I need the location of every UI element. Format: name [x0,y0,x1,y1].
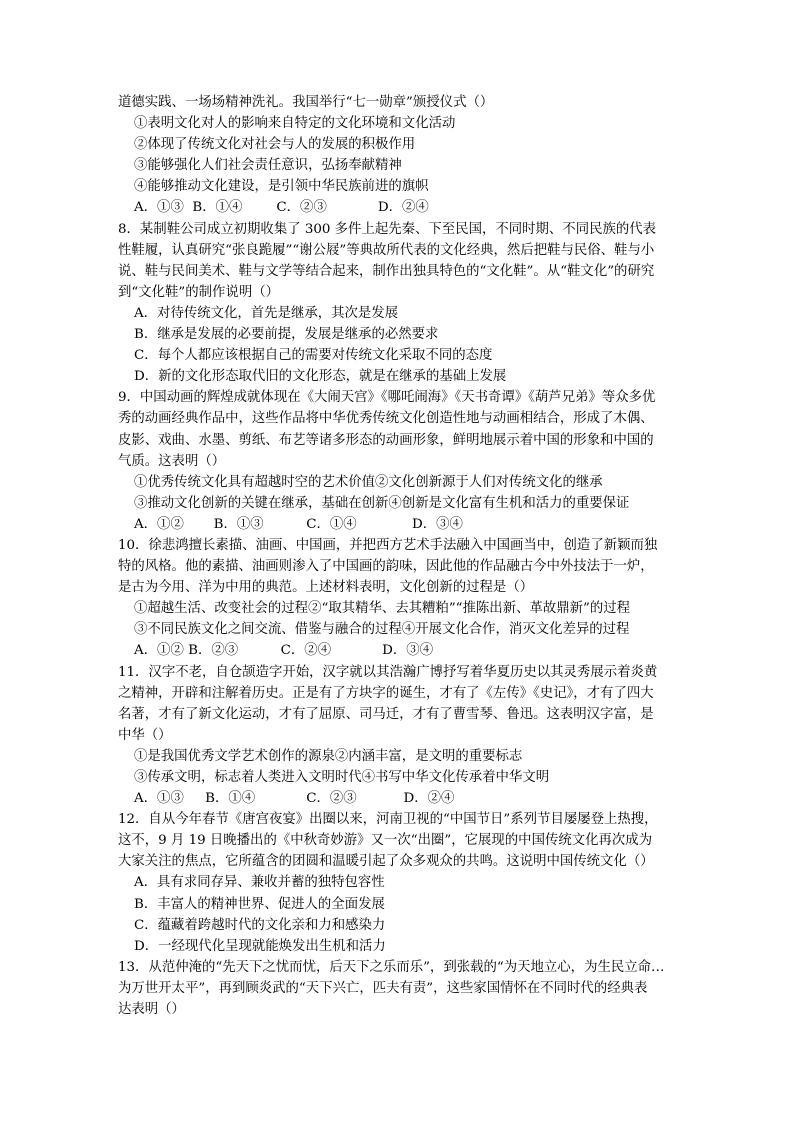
text-line: 说、鞋与民间美术、鞋与文学等结合起来，制作出独具特色的“文化鞋”。从“鞋文化”的研究 [118,263,655,279]
exam-page [118,92,698,1020]
text-line: 到“文化鞋”的制作说明（） [118,284,279,300]
answer-options-line: A．①② B．②③ C．②④ D．③④ [134,643,434,659]
text-line: ①表明文化对人的影响来自特定的文化环境和文化活动 [134,116,456,132]
text-line: 名著，才有了新文化运动，才有了屈原、司马迁，才有了曹雪琴、鲁迅。这表明汉字富，是 [118,706,654,722]
text-line: 秀的动画经典作品中，这些作品将中华优秀传统文化创造性地与动画相结合，形成了木偶、 [118,411,654,427]
text-line: 达表明（） [118,1002,185,1018]
text-line: D．新的文化形态取代旧的文化形态，就是在继承的基础上发展 [134,369,507,385]
text-line: 气质。这表明（） [118,453,226,469]
text-line: 10．徐悲鸿擅长素描、油画、中国画，并把西方艺术手法融入中国画当中，创造了新颖而独 [118,537,658,553]
text-line: ③不同民族文化之间交流、借鉴与融合的过程④开展文化合作，消灭文化差异的过程 [134,622,630,638]
text-line: 这不，9 月 19 日晚播出的《中秋奇妙游》又一次“出圈”，它展现的中国传统文化再次成为 [118,833,653,849]
text-line: 特的风格。他的素描、油画则渗入了中国画的韵味，因此他的作品融古今中外技法于一炉， [118,559,654,575]
text-line: 皮影、戏曲、水墨、剪纸、布艺等诸多形态的动画形象，鲜明地展示着中国的形象和中国的 [118,432,654,448]
text-line: 大家关注的焦点，它所蕴含的团圆和温暖引起了众多观众的共鸣。这说明中国传统文化（） [118,854,654,870]
text-line: A．具有求同存异、兼收并蓄的独特包容性 [134,875,385,891]
text-line: ③传承文明，标志着人类进入文明时代④书写中华文化传承着中华文明 [134,770,550,785]
text-line: B．丰富人的精神世界、促进人的全面发展 [134,896,385,912]
text-line: 9．中国动画的辉煌成就体现在《大闹天宫》《哪吒闹海》《天书奇谭》《葫芦兄弟》等众多优 [118,390,656,406]
text-line: 12．自从今年春节《唐宫夜宴》出圈以来，河南卫视的“中国节日”系列节目屡屡登上热搜， [118,812,658,828]
text-line: 为万世开太平”，再到顾炎武的“天下兴亡，匹夫有责”，这些家国情怀在不同时代的经典表 [118,980,648,996]
text-line: 11．汉字不老，自仓颉造字开始，汉字就以其浩瀚广博抒写着华夏历史以其灵秀展示着炎黄 [118,664,658,680]
answer-options-line: A．①② B．①③ C．①④ D．③④ [134,516,463,532]
text-line: ①优秀传统文化具有超越时空的艺术价值②文化创新源于人们对传统文化的继承 [134,474,603,490]
text-line: 道德实践、一场场精神洗礼。我国举行“七一勋章”颁授仪式（） [118,95,494,110]
text-line: D．一经现代化呈现就能焕发出生机和活力 [134,938,386,954]
text-line: 性鞋履，认真研究“张良跪履”“谢公屐”等典故所代表的文化经典，然后把鞋与民俗、鞋与小 [118,242,655,258]
text-line: ④能够推动文化建设，是引领中华民族前进的旗帜 [134,179,429,195]
text-line: ③推动文化创新的关键在继承，基础在创新④创新是文化富有生机和活力的重要保证 [134,495,630,511]
text-line: ②体现了传统文化对社会与人的发展的积极作用 [134,137,416,153]
text-line: ①超越生活、改变社会的过程②“取其精华、去其糟粕”“推陈出新、革故鼎新”的过程 [134,601,631,617]
text-line: 13．从范仲淹的“先天下之忧而忧，后天下之乐而乐”，到张载的“为天地立心，为生民立命… [118,959,665,975]
text-line: ①是我国优秀文学艺术创作的源泉②内涵丰富，是文明的重要标志 [134,748,523,764]
text-line: 是古为今用、洋为中用的典范。上述材料表明，文化创新的过程是（） [118,580,534,596]
text-line: B．继承是发展的必要前提，发展是继承的必然要求 [134,327,439,343]
answer-options-line: A．①③ B．①④ C．②③ D．②④ [134,791,455,807]
text-line: 8．某制鞋公司成立初期收集了 300 多件上起先秦、下至民国，不同时期、不同民族的代表 [118,221,657,237]
text-line: ③能够强化人们社会责任意识，弘扬奉献精神 [134,158,402,174]
answer-options-line: A．①③ B．①④ C．②③ D．②④ [134,200,429,216]
text-line: 中华（） [118,727,172,743]
text-line: 之精神，开辟和注解着历史。正是有了方块字的诞生，才有了《左传》《史记》，才有了四大 [118,685,654,701]
text-line: C．蕴藏着跨越时代的文化亲和力和感染力 [134,917,386,933]
text-line: C．每个人都应该根据自己的需要对传统文化采取不同的态度 [134,348,493,364]
text-line: A．对待传统文化，首先是继承，其次是发展 [134,305,399,321]
